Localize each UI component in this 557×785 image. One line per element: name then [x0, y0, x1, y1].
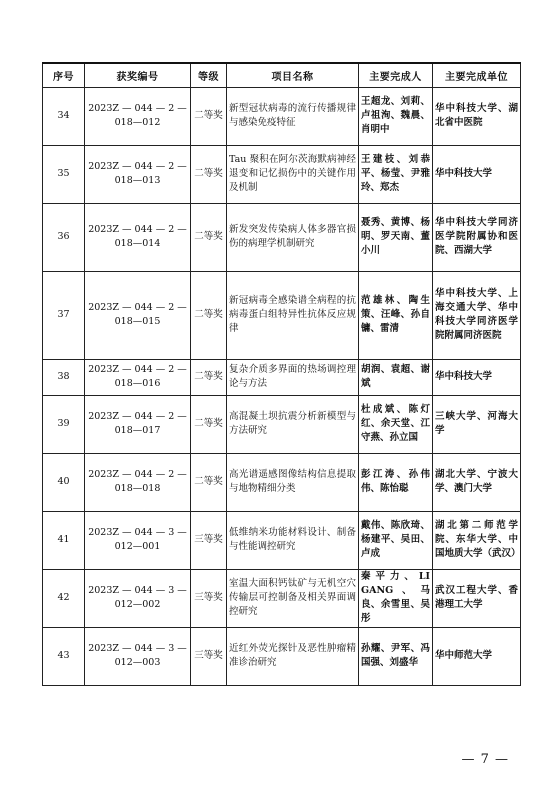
cell-units: 湖北第二师范学院、东华大学、中国地质大学（武汉）	[433, 511, 521, 569]
cell-award-id	[85, 395, 191, 453]
cell-seq: 34	[43, 87, 85, 145]
cell-award-id	[85, 511, 191, 569]
header-award-id: 获奖编号	[85, 63, 191, 87]
cell-units: 三峡大学、河海大学	[433, 395, 521, 453]
cell-seq: 37	[43, 271, 85, 359]
cell-award-id	[85, 569, 191, 627]
cell-grade: 二等奖	[191, 87, 227, 145]
cell-award-id	[85, 359, 191, 395]
cell-award-id	[85, 87, 191, 145]
cell-seq: 35	[43, 145, 85, 203]
award-id-line-2: 018—017	[114, 425, 161, 436]
header-project: 项目名称	[227, 63, 359, 87]
table-row	[43, 87, 521, 145]
cell-units: 华中科技大学、上海交通大学、华中科技大学同济医学院附属同济医院	[433, 271, 521, 359]
award-id-line-1: 2023Z — 044 — 2 —	[88, 411, 187, 422]
cell-award-id	[85, 627, 191, 685]
cell-award-id	[85, 453, 191, 511]
cell-award-id	[85, 271, 191, 359]
table-row	[43, 511, 521, 569]
award-id-line-2: 012—003	[114, 657, 161, 668]
table-row	[43, 203, 521, 271]
cell-people: 戴伟、陈欣琦、杨建平、吴田、卢成	[359, 511, 433, 569]
cell-project: 新冠病毒全感染谱全病程的抗病毒蛋白组特异性抗体反应规律	[227, 271, 359, 359]
cell-seq: 39	[43, 395, 85, 453]
cell-project: 室温大面积钙钛矿与无机空穴传输层可控制备及相关界面调控研究	[227, 569, 359, 627]
cell-people: 孙耀、尹军、冯国强、刘盛华	[359, 627, 433, 685]
cell-people: 胡润、袁超、谢斌	[359, 359, 433, 395]
cell-grade: 三等奖	[191, 511, 227, 569]
cell-project: Tau 聚积在阿尔茨海默病神经退变和记忆损伤中的关键作用及机制	[227, 145, 359, 203]
cell-seq: 41	[43, 511, 85, 569]
table-row	[43, 453, 521, 511]
award-id-line-2: 012—002	[114, 599, 161, 610]
table-row	[43, 271, 521, 359]
cell-units: 华中科技大学	[433, 359, 521, 395]
cell-units: 武汉工程大学、香港理工大学	[433, 569, 521, 627]
cell-grade: 二等奖	[191, 453, 227, 511]
header-units: 主要完成单位	[433, 63, 521, 87]
cell-units: 湖北大学、宁波大学、澳门大学	[433, 453, 521, 511]
cell-units: 华中科技大学	[433, 145, 521, 203]
header-seq: 序号	[43, 63, 85, 87]
award-table	[42, 62, 521, 686]
award-id-line-2: 018—014	[114, 238, 161, 249]
header-grade: 等级	[191, 63, 227, 87]
award-id-line-2: 018—016	[114, 378, 161, 389]
cell-project: 新型冠状病毒的流行传播规律与感染免疫特征	[227, 87, 359, 145]
award-id-line-1: 2023Z — 044 — 2 —	[88, 161, 187, 172]
award-id-line-2: 018—012	[114, 117, 161, 128]
cell-grade: 二等奖	[191, 271, 227, 359]
award-id-line-1: 2023Z — 044 — 2 —	[88, 364, 187, 375]
award-id-line-1: 2023Z — 044 — 2 —	[88, 469, 187, 480]
table-body	[43, 87, 521, 685]
cell-people: 秦平力、LI GANG、马良、余雪里、吴彤	[359, 569, 433, 627]
cell-seq: 43	[43, 627, 85, 685]
award-id-line-2: 018—013	[114, 175, 161, 186]
award-id-line-2: 012—001	[114, 541, 161, 552]
award-id-line-1: 2023Z — 044 — 3 —	[88, 585, 187, 596]
award-id-line-1: 2023Z — 044 — 2 —	[88, 224, 187, 235]
cell-grade: 二等奖	[191, 359, 227, 395]
cell-people: 王超龙、刘莉、卢祖洵、魏晨、肖明中	[359, 87, 433, 145]
cell-seq: 40	[43, 453, 85, 511]
cell-award-id	[85, 145, 191, 203]
cell-project: 新发突发传染病人体多器官损伤的病理学机制研究	[227, 203, 359, 271]
table-row	[43, 395, 521, 453]
cell-project: 近红外荧光探针及恶性肿瘤精准诊治研究	[227, 627, 359, 685]
cell-project: 高光谱遥感图像结构信息提取与地物精细分类	[227, 453, 359, 511]
cell-grade: 二等奖	[191, 203, 227, 271]
cell-seq: 42	[43, 569, 85, 627]
cell-award-id	[85, 203, 191, 271]
award-id-line-2: 018—018	[114, 483, 161, 494]
cell-grade: 三等奖	[191, 627, 227, 685]
table-row	[43, 627, 521, 685]
cell-people: 范雄林、陶生策、汪峰、孙自镛、雷清	[359, 271, 433, 359]
award-id-line-1: 2023Z — 044 — 3 —	[88, 643, 187, 654]
cell-grade: 二等奖	[191, 145, 227, 203]
table-row	[43, 359, 521, 395]
cell-project: 低维纳米功能材料设计、制备与性能调控研究	[227, 511, 359, 569]
award-id-line-2: 018—015	[114, 316, 161, 327]
award-id-line-1: 2023Z — 044 — 2 —	[88, 302, 187, 313]
cell-units: 华中科技大学、湖北省中医院	[433, 87, 521, 145]
header-people: 主要完成人	[359, 63, 433, 87]
cell-grade: 二等奖	[191, 395, 227, 453]
award-id-line-1: 2023Z — 044 — 2 —	[88, 103, 187, 114]
cell-units: 华中科技大学同济医学院附属协和医院、西湖大学	[433, 203, 521, 271]
cell-project: 复杂介质多界面的热场调控理论与方法	[227, 359, 359, 395]
cell-people: 杜成斌、陈灯红、余天堂、江守燕、孙立国	[359, 395, 433, 453]
cell-people: 彭江涛、孙伟伟、陈怡聪	[359, 453, 433, 511]
cell-project: 高混凝土坝抗震分析新模型与方法研究	[227, 395, 359, 453]
cell-grade: 三等奖	[191, 569, 227, 627]
table-row	[43, 145, 521, 203]
table-header-row	[43, 63, 521, 87]
award-id-line-1: 2023Z — 044 — 3 —	[88, 527, 187, 538]
cell-people: 聂秀、黄博、杨明、罗天南、董小川	[359, 203, 433, 271]
table-row	[43, 569, 521, 627]
cell-units: 华中师范大学	[433, 627, 521, 685]
cell-seq: 36	[43, 203, 85, 271]
cell-people: 王建枝、刘恭平、杨莹、尹雅玲、郑杰	[359, 145, 433, 203]
cell-seq: 38	[43, 359, 85, 395]
page-number: — 7 —	[461, 752, 509, 767]
